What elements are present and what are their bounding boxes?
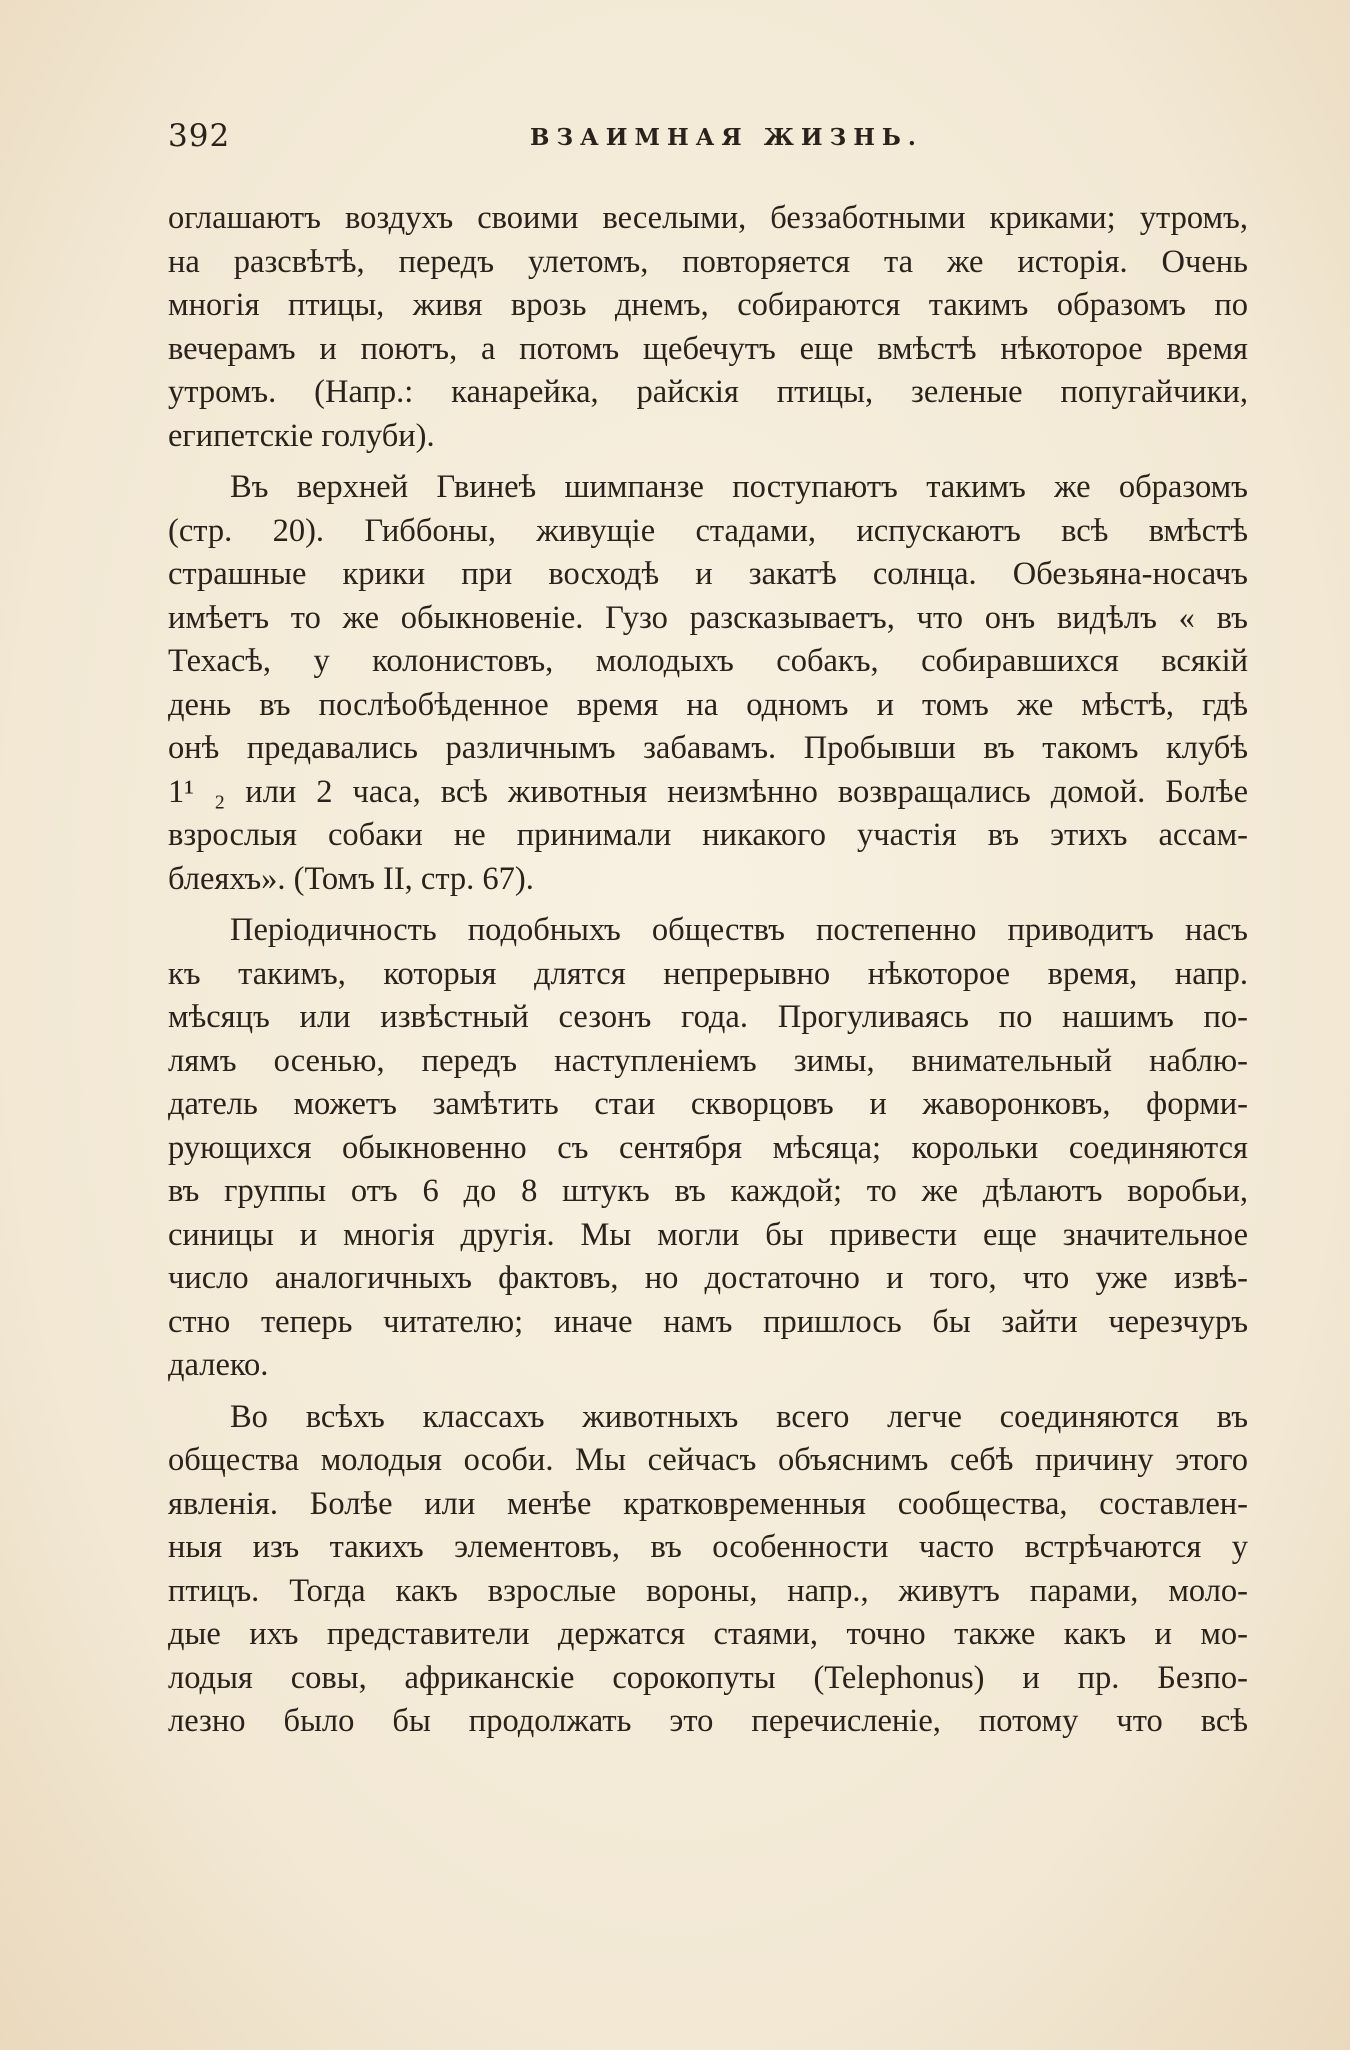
text-line: многія птицы, живя врозь днемъ, собираются такимъ образомъ по [168,287,1248,323]
text-line: явленія. Болѣе или менѣе кратковременныя сообщества, составлен- [168,1485,1248,1522]
text-line: ныя изъ такихъ элементовъ, въ особенности часто встрѣчаются у [168,1529,1248,1565]
text-line: рующихся обыкновенно съ сентября мѣсяца; корольки соединяются [168,1129,1248,1166]
text-line: птицъ. Тогда какъ взрослые вороны, напр., живутъ парами, моло- [168,1572,1248,1609]
text-line: мѣсяцъ или извѣстный сезонъ года. Прогуливаясь по нашимъ по- [168,999,1248,1035]
text-line: стно теперь читателю; иначе намъ пришлось бы зайти черезчуръ [168,1303,1248,1340]
text-line: лямъ осенью, передъ наступленіемъ зимы, внимательный наблю- [168,1042,1248,1079]
text-line: (стр. 20). Гиббоны, живущіе стадами, испускаютъ всѣ вмѣстѣ [168,512,1248,549]
text-line: Во всѣхъ классахъ животныхъ всего легче соединяются въ [230,1398,1248,1435]
text-line: взрослыя собаки не принимали никакого участія въ этихъ ассам- [168,817,1248,853]
text-line: Въ верхней Гвинеѣ шимпанзе поступаютъ такимъ же образомъ [230,469,1248,505]
text-line: вечерамъ и поютъ, а потомъ щебечутъ еще вмѣстѣ нѣкоторое время [168,330,1248,367]
text-line: къ такимъ, которыя длятся непрерывно нѣкоторое время, напр. [168,955,1248,992]
text-line: имѣетъ то же обыкновеніе. Гузо разсказываетъ, что онъ видѣлъ « въ [168,599,1248,636]
text-line: общества молодыя особи. Мы сейчасъ объяснимъ себѣ причину этого [168,1442,1248,1478]
paragraph [168,197,1248,458]
text-line: оглашаютъ воздухъ своими веселыми, беззаботными криками; утромъ, [168,200,1248,236]
text-line: 1¹ ₂ или 2 часа, всѣ животныя неизмѣнно возвращались домой. Болѣе [168,773,1248,810]
text-line: на разсвѣтѣ, передъ улетомъ, повторяется та же исторія. Очень [168,243,1248,280]
text-line: дые ихъ представители держатся стаями, точно также какъ и мо- [168,1616,1248,1652]
text-line: блеяхъ». (Томъ II, стр. 67). [168,860,534,897]
text-line: Періодичность подобныхъ обществъ постепенно приводитъ насъ [230,912,1248,948]
text-line: Техасѣ, у колонистовъ, молодыхъ собакъ, собиравшихся всякій [168,643,1248,679]
text-line: въ группы отъ 6 до 8 штукъ въ каждой; то же дѣлаютъ воробьи, [168,1173,1248,1209]
text-line: датель можетъ замѣтить стаи скворцовъ и жаворонковъ, форми- [168,1086,1248,1122]
text-line: египетскіе голуби). [168,417,435,454]
text-line: далеко. [168,1347,269,1383]
text-line: день въ послѣобѣденное время на одномъ и томъ же мѣстѣ, гдѣ [168,686,1248,723]
text-line: лодыя совы, африканскіе сорокопуты (Telephonus) и пр. Безпо- [168,1659,1248,1696]
text-line: утромъ. (Напр.: канарейка, райскія птицы, зеленые попугайчики, [168,374,1248,410]
text-line: лезно было бы продолжать это перечисленіе, потому что всѣ [168,1703,1248,1739]
running-title: ВЗАИМНАЯ ЖИЗНЬ. [530,124,923,151]
text-line: синицы и многія другія. Мы могли бы привести еще значительное [168,1216,1248,1253]
text-line: страшные крики при восходѣ и закатѣ солнца. Обезьяна-носачъ [168,556,1248,592]
text-line: число аналогичныхъ фактовъ, но достаточно и того, что уже извѣ- [168,1260,1248,1296]
page-number: 392 [168,118,231,154]
text-line: онѣ предавались различнымъ забавамъ. Пробывши въ такомъ клубѣ [168,730,1248,766]
paragraph [168,1396,1248,1744]
body-text [168,197,1248,1752]
paragraph [168,466,1248,901]
paragraph [168,909,1248,1388]
